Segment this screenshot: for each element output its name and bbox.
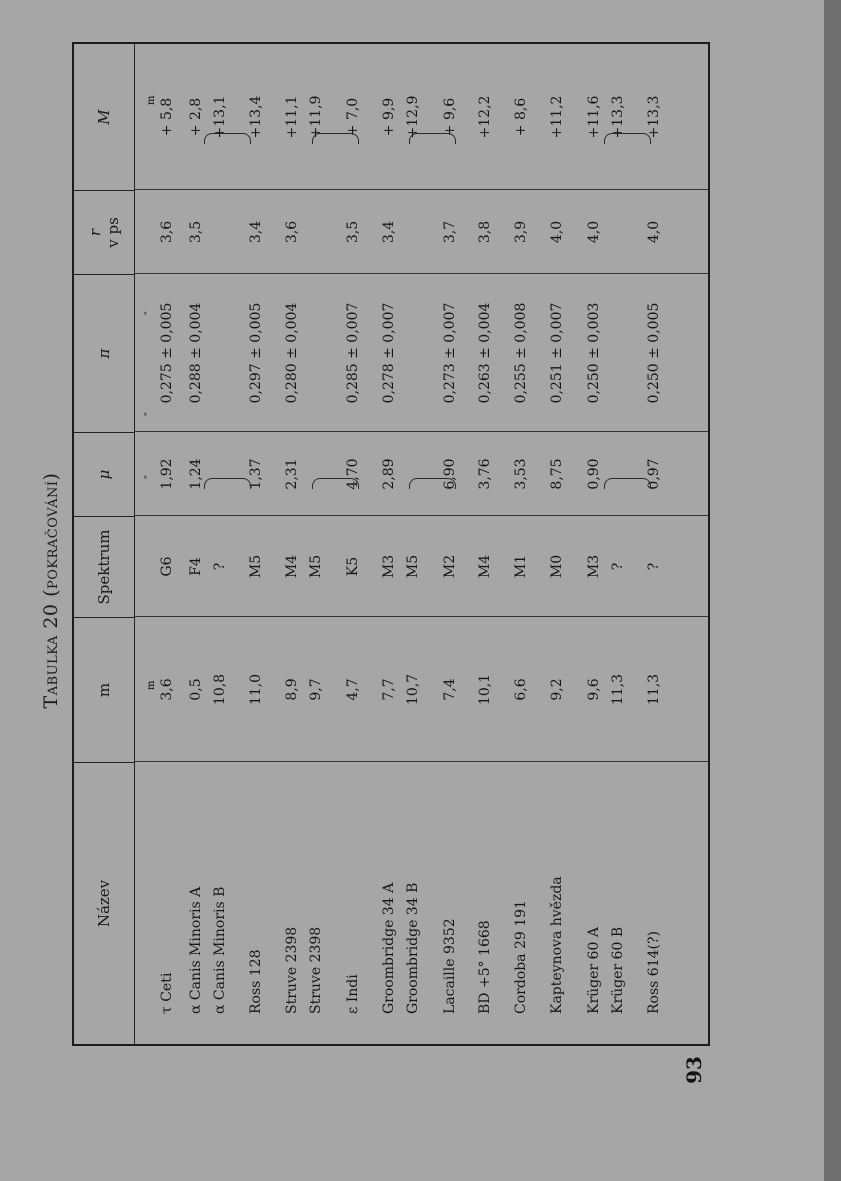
group-brace bbox=[604, 133, 651, 144]
cell-name: Struve 2398 bbox=[308, 926, 324, 1014]
cell-m: 11,0 bbox=[248, 673, 264, 706]
cell-name: Groombridge 34 B bbox=[405, 882, 421, 1014]
cell-pi: 0,251 ± 0,007 bbox=[549, 302, 565, 404]
cell-name: Krüger 60 A bbox=[586, 927, 602, 1014]
cell-pi: 0,263 ± 0,004 bbox=[477, 302, 493, 404]
cell-m: 6,6 bbox=[513, 678, 529, 701]
cell-spectrum: M0 bbox=[549, 554, 565, 579]
cell-M: +11,6 bbox=[586, 95, 602, 139]
header-r bbox=[74, 190, 134, 274]
cell-pi: 0,273 ± 0,007 bbox=[442, 302, 458, 404]
cell-spectrum: K5 bbox=[345, 556, 361, 577]
cell-r: 3,6 bbox=[159, 220, 175, 244]
cell-m: 10,1 bbox=[477, 673, 493, 706]
cell-r bbox=[609, 190, 627, 274]
cell-pi bbox=[609, 274, 627, 432]
unit-M: m bbox=[146, 95, 157, 105]
cell-spectrum: M4 bbox=[477, 554, 493, 579]
header-name: Název bbox=[74, 762, 134, 1044]
cell-r: 3,5 bbox=[345, 220, 361, 244]
cell-m: 11,3 bbox=[646, 673, 662, 706]
cell-spectrum: ? bbox=[610, 562, 626, 571]
cell-r: 3,6 bbox=[284, 220, 300, 244]
cell-name: Cordoba 29 191 bbox=[513, 900, 529, 1014]
cell-M: + 7,0 bbox=[345, 97, 361, 137]
cell-pi: 0,250 ± 0,005 bbox=[646, 302, 662, 404]
cell-mu bbox=[211, 432, 229, 516]
group-brace bbox=[312, 478, 359, 489]
cell-M: +11,1 bbox=[284, 95, 300, 139]
header-pi: π bbox=[74, 274, 134, 432]
cell-m: 9,7 bbox=[308, 678, 324, 701]
cell-M: +13,1 bbox=[212, 95, 228, 139]
cell-mu bbox=[609, 432, 627, 516]
cell-pi: 0,275 ± 0,005 bbox=[159, 302, 175, 404]
cell-m: 3,6 bbox=[159, 678, 175, 701]
cell-mu: 2,89 bbox=[381, 458, 397, 490]
group-brace bbox=[204, 478, 251, 489]
table-caption: Tabulka 20 (pokračování) bbox=[40, 472, 62, 709]
cell-spectrum: F4 bbox=[188, 557, 204, 576]
cell-mu: 0,90 bbox=[586, 458, 602, 490]
cell-name: Groombridge 34 A bbox=[381, 882, 397, 1014]
cell-name: α Canis Minoris B bbox=[212, 886, 228, 1014]
cell-pi bbox=[307, 274, 325, 432]
cell-M: + 9,6 bbox=[442, 97, 458, 137]
cell-m: 9,6 bbox=[586, 678, 602, 701]
cell-spectrum: M5 bbox=[308, 554, 324, 579]
cell-r bbox=[404, 190, 422, 274]
cell-r: 4,0 bbox=[549, 220, 565, 244]
cell-mu: 1,37 bbox=[248, 458, 264, 490]
group-brace bbox=[409, 133, 456, 144]
header-m: m bbox=[74, 617, 134, 762]
header-M: M bbox=[95, 109, 113, 125]
cell-r: 3,4 bbox=[381, 220, 397, 244]
cell-M: +12,2 bbox=[477, 95, 493, 139]
cell-r: 3,9 bbox=[513, 220, 529, 244]
cell-m: 10,7 bbox=[405, 673, 421, 706]
cell-M: +13,3 bbox=[646, 95, 662, 139]
cell-mu: 8,75 bbox=[549, 458, 565, 490]
cell-name: τ Ceti bbox=[159, 972, 175, 1014]
cell-mu bbox=[307, 432, 325, 516]
cell-name: BD +5° 1668 bbox=[477, 920, 493, 1014]
header-mu: μ bbox=[74, 432, 134, 516]
cell-spectrum: M3 bbox=[586, 554, 602, 579]
cell-r: 4,0 bbox=[586, 220, 602, 244]
cell-mu: 3,53 bbox=[513, 458, 529, 490]
cell-spectrum: M4 bbox=[284, 554, 300, 579]
cell-spectrum: M2 bbox=[442, 554, 458, 579]
unit-pi-left: ″ bbox=[144, 412, 155, 416]
cell-M: + 2,8 bbox=[188, 97, 204, 137]
header-spectrum: Spektrum bbox=[74, 516, 134, 617]
header-r-top: r bbox=[86, 228, 104, 237]
cell-m: 10,8 bbox=[212, 673, 228, 706]
cell-pi: 0,250 ± 0,003 bbox=[586, 302, 602, 404]
cell-pi bbox=[404, 274, 422, 432]
cell-mu: 6,90 bbox=[442, 458, 458, 490]
cell-pi: 0,280 ± 0,004 bbox=[284, 302, 300, 404]
unit-pi-right: ″ bbox=[144, 311, 155, 315]
cell-spectrum: M5 bbox=[248, 554, 264, 579]
group-brace bbox=[204, 133, 251, 144]
cell-name: Ross 614(?) bbox=[646, 931, 662, 1014]
cell-r bbox=[307, 190, 325, 274]
cell-spectrum: M3 bbox=[381, 554, 397, 579]
cell-mu: 4,70 bbox=[345, 458, 361, 490]
cell-m: 11,3 bbox=[610, 673, 626, 706]
cell-pi: 0,255 ± 0,008 bbox=[513, 302, 529, 404]
cell-spectrum: M5 bbox=[405, 554, 421, 579]
cell-M: +13,4 bbox=[248, 95, 264, 139]
group-brace bbox=[409, 478, 456, 489]
unit-mu: ″ bbox=[144, 475, 155, 479]
cell-name: Krüger 60 B bbox=[610, 926, 626, 1014]
cell-pi: 0,288 ± 0,004 bbox=[188, 302, 204, 404]
cell-name: α Canis Minoris A bbox=[188, 886, 204, 1014]
cell-spectrum: M1 bbox=[513, 554, 529, 579]
group-brace bbox=[604, 478, 651, 489]
cell-name: Lacaille 9352 bbox=[442, 918, 458, 1014]
cell-r: 3,7 bbox=[442, 220, 458, 244]
cell-m: 7,7 bbox=[381, 678, 397, 701]
cell-m: 0,5 bbox=[188, 678, 204, 701]
cell-r: 3,8 bbox=[477, 220, 493, 244]
cell-mu: 1,24 bbox=[188, 458, 204, 490]
cell-M: +12,9 bbox=[405, 95, 421, 139]
cell-mu: 0,97 bbox=[646, 458, 662, 490]
unit-m: m bbox=[146, 680, 157, 690]
cell-r: 4,0 bbox=[646, 220, 662, 244]
cell-spectrum: ? bbox=[212, 562, 228, 571]
cell-m: 8,9 bbox=[284, 678, 300, 701]
cell-pi: 0,285 ± 0,007 bbox=[345, 302, 361, 404]
cell-m: 7,4 bbox=[442, 678, 458, 701]
star-table bbox=[72, 42, 710, 1046]
cell-r bbox=[211, 190, 229, 274]
group-brace bbox=[312, 133, 359, 144]
cell-m: 9,2 bbox=[549, 678, 565, 701]
cell-r: 3,5 bbox=[188, 220, 204, 244]
cell-M: +11,2 bbox=[549, 95, 565, 139]
cell-mu bbox=[404, 432, 422, 516]
cell-pi bbox=[211, 274, 229, 432]
cell-name: ε Indi bbox=[345, 974, 361, 1014]
cell-pi: 0,297 ± 0,005 bbox=[248, 302, 264, 404]
cell-M: +13,3 bbox=[610, 95, 626, 139]
page-number: 93 bbox=[681, 1056, 706, 1084]
table-header bbox=[74, 44, 135, 1044]
cell-mu: 3,76 bbox=[477, 458, 493, 490]
cell-M: + 8,6 bbox=[513, 97, 529, 137]
cell-name: Struve 2398 bbox=[284, 926, 300, 1014]
cell-r: 3,4 bbox=[248, 220, 264, 244]
header-r-bottom: v ps bbox=[104, 217, 122, 248]
cell-pi: 0,278 ± 0,007 bbox=[381, 302, 397, 404]
cell-M: + 9,9 bbox=[381, 97, 397, 137]
cell-mu: 1,92 bbox=[159, 458, 175, 490]
cell-mu: 2,31 bbox=[284, 458, 300, 490]
cell-name: Kapteynova hvězda bbox=[549, 876, 565, 1014]
cell-M: +11,9 bbox=[308, 95, 324, 139]
cell-spectrum: ? bbox=[646, 562, 662, 571]
cell-m: 4,7 bbox=[345, 678, 361, 701]
cell-M: + 5,8 bbox=[159, 97, 175, 137]
cell-spectrum: G6 bbox=[159, 556, 175, 577]
cell-name: Ross 128 bbox=[248, 949, 264, 1014]
